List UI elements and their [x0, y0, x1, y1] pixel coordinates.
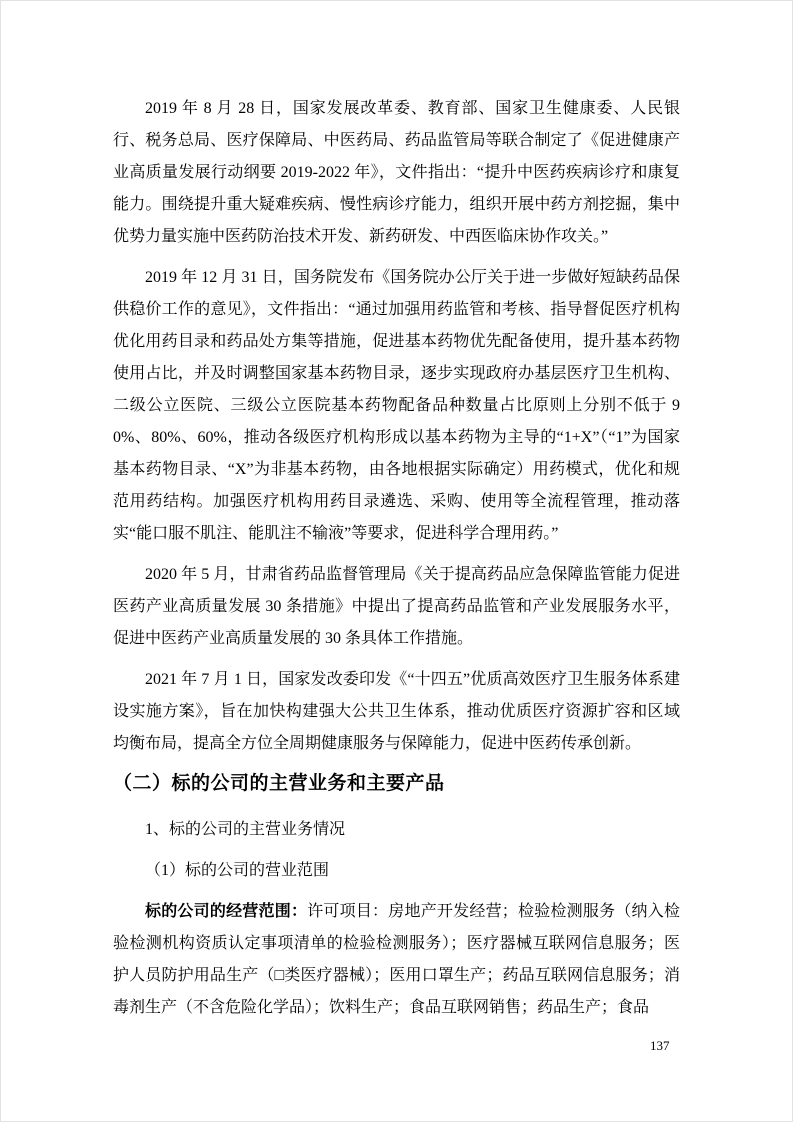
policy-paragraph-2019-12-31: 2019 年 12 月 31 日，国务院发布《国务院办公厅关于进一步做好短缺药品保供稳价工作的意见》，文件指出：“通过加强用药监管和考核、指导督促医疗机构优化用药目录和药品处方集等措施，促进基本药物优先配备使用，提升基本药物使用占比，并及时调整国家基本药物目录，逐步实现政府办基层医疗卫生机构、二级公立医院、三级公立医院基本药物配备品种数量占比原则上分别不低于 90%、80%、60%，推动各级医疗机构形成以基本药物为主导的“1+X”（“1”为国家基本药物目录、“X”为非基本药物，由各地根据实际确定）用药模式，优化和规范用药结构。加强医疗机构用药目录遴选、采购、使用等全流程管理，推动落实“能口服不肌注、能肌注不输液”等要求，促进科学合理用药。”: [113, 269, 680, 542]
policy-paragraph-2021-07-01: 2021 年 7 月 1 日，国家发改委印发《“十四五”优质高效医疗卫生服务体系建设实施方案》，旨在加快构建强大公共卫生体系，推动优质医疗资源扩容和区域均衡布局，提高全方位全周期健康服务与保障能力，促进中医药传承创新。: [113, 671, 680, 752]
page-content: [113, 93, 680, 1033]
business-scope-text: 许可项目：房地产开发经营；检验检测服务（纳入检验检测机构资质认定事项清单的检验检测服务）；医疗器械互联网信息服务；医护人员防护用品生产（□类医疗器械）；医用口罩生产；药品互联网信息服务；消毒剂生产（不含危险化学品）；饮料生产；食品互联网销售；药品生产；食品: [113, 903, 680, 1016]
business-scope-paragraph: [113, 896, 680, 1024]
business-scope-label: 标的公司的经营范围：: [145, 903, 308, 920]
subheading-business-scope: （1）标的公司的营业范围: [145, 862, 330, 879]
subheading-main-business-overview: 1、标的公司的主营业务情况: [145, 821, 346, 838]
policy-paragraph-2019-08-28: 2019 年 8 月 28 日，国家发展改革委、教育部、国家卫生健康委、人民银行、税务总局、医疗保障局、中医药局、药品监管局等联合制定了《促进健康产业高质量发展行动纲要 2019-2022 年》，文件指出：“提升中医药疾病诊疗和康复能力。围绕提升重大疑难疾病、慢性病诊疗能力，组织开展中药方剂挖掘，集中优势力量实施中医药防治技术开发、新药研发、中西医临床协作攻关。”: [113, 100, 680, 245]
section-heading-main-business: （二）标的公司的主营业务和主要产品: [113, 773, 445, 794]
page-number: 137: [650, 1038, 670, 1053]
policy-paragraph-2020-05: 2020 年 5 月，甘肃省药品监督管理局《关于提高药品应急保障监管能力促进医药产业高质量发展 30 条措施》中提出了提高药品监管和产业发展服务水平，促进中医药产业高质量发展的 30 条具体工作措施。: [113, 566, 680, 647]
